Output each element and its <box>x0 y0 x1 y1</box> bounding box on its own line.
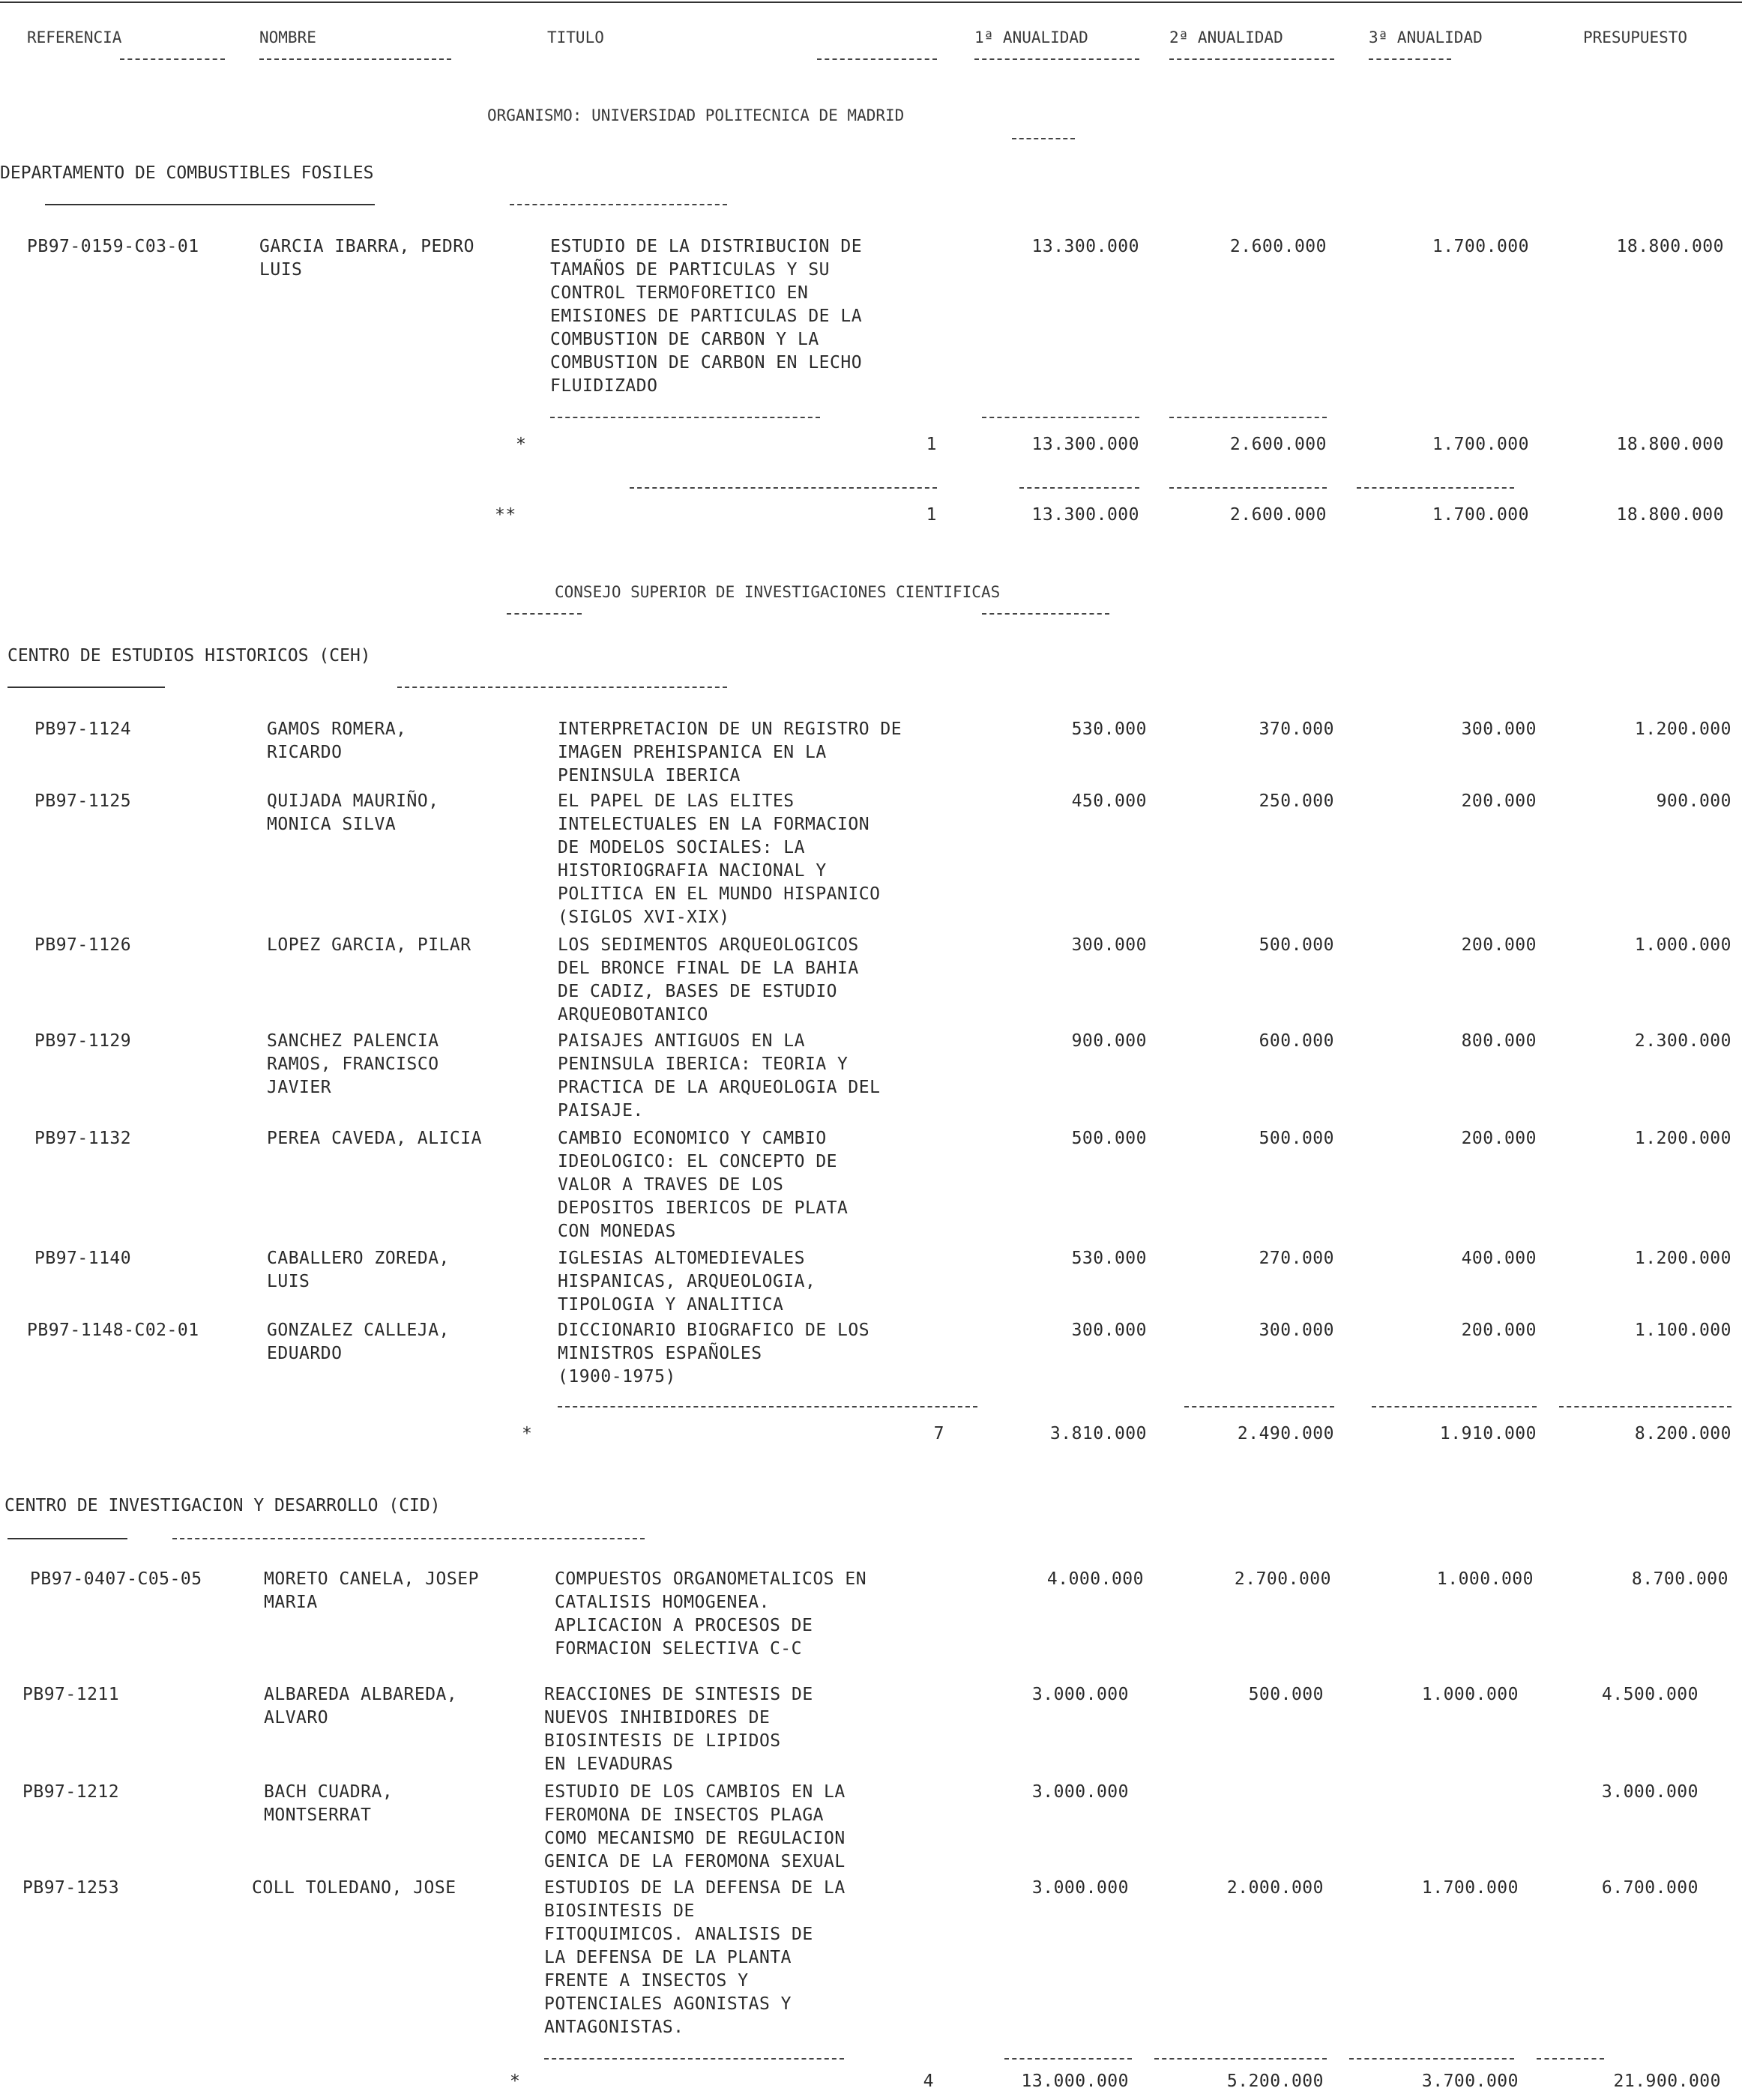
row-title-line: NUEVOS INHIBIDORES DE <box>544 1708 771 1728</box>
total-year1: 13.300.000 <box>1031 505 1139 525</box>
row-year1: 530.000 <box>1071 1249 1147 1268</box>
subtotal-year2: 2.600.000 <box>1229 435 1327 454</box>
subtotal-rule <box>558 1406 977 1407</box>
row-title-line: COMPUESTOS ORGANOMETALICOS EN <box>555 1569 867 1589</box>
subtotal-year2: 2.490.000 <box>1237 1424 1334 1443</box>
row-title-line: FITOQUIMICOS. ANALISIS DE <box>544 1925 813 1944</box>
row-name-line: JAVIER <box>267 1078 332 1097</box>
row-name-line: GAMOS ROMERA, <box>267 719 407 739</box>
row-year3: 200.000 <box>1461 791 1537 811</box>
row-budget: 18.800.000 <box>1616 237 1724 256</box>
header-underline <box>974 58 1139 60</box>
row-name-line: GARCIA IBARRA, PEDRO <box>259 237 474 256</box>
row-title-line: POLITICA EN EL MUNDO HISPANICO <box>558 884 881 904</box>
row-title-line: IMAGEN PREHISPANICA EN LA <box>558 743 827 762</box>
row-budget: 1.200.000 <box>1634 719 1732 739</box>
row-reference: PB97-1211 <box>22 1685 120 1704</box>
row-title-line: EL PAPEL DE LAS ELITES <box>558 791 795 811</box>
row-year3: 300.000 <box>1461 719 1537 739</box>
header-year3: 3ª ANUALIDAD <box>1369 28 1483 46</box>
subtotal-rule <box>1169 417 1327 418</box>
row-name-line: MARIA <box>264 1593 318 1612</box>
row-year3: 800.000 <box>1461 1031 1537 1051</box>
row-title-line: TAMAÑOS DE PARTICULAS Y SU <box>550 260 831 280</box>
row-year1: 900.000 <box>1071 1031 1147 1051</box>
section-title: CENTRO DE INVESTIGACION Y DESARROLLO (CID) <box>4 1496 441 1515</box>
row-reference: PB97-1126 <box>34 935 132 955</box>
row-budget: 2.300.000 <box>1634 1031 1732 1051</box>
row-title-line: BIOSINTESIS DE <box>544 1901 695 1921</box>
row-name-line: LUIS <box>259 260 303 280</box>
row-title-line: FORMACION SELECTIVA C-C <box>555 1639 802 1659</box>
row-budget: 1.200.000 <box>1634 1129 1732 1148</box>
row-name-line: LOPEZ GARCIA, PILAR <box>267 935 471 955</box>
total-budget: 18.800.000 <box>1616 505 1724 525</box>
row-title-line: DE CADIZ, BASES DE ESTUDIO <box>558 982 838 1001</box>
row-name-line: GONZALEZ CALLEJA, <box>267 1321 450 1340</box>
section-title: DEPARTAMENTO DE COMBUSTIBLES FOSILES <box>0 163 374 183</box>
row-title-line: PENINSULA IBERICA <box>558 766 741 785</box>
row-name-line: MORETO CANELA, JOSEP <box>264 1569 479 1589</box>
section-rule <box>397 687 727 688</box>
row-reference: PB97-0159-C03-01 <box>27 237 199 256</box>
row-budget: 1.200.000 <box>1634 1249 1732 1268</box>
row-budget: 4.500.000 <box>1601 1685 1699 1704</box>
row-title-line: CON MONEDAS <box>558 1222 676 1241</box>
subtotal-count: 4 <box>923 2072 934 2091</box>
row-year1: 300.000 <box>1071 1321 1147 1340</box>
row-budget: 1.100.000 <box>1634 1321 1732 1340</box>
subtotal-budget: 21.900.000 <box>1613 2072 1721 2091</box>
row-name-line: MONICA SILVA <box>267 815 397 834</box>
section-rule <box>510 204 727 205</box>
header-year2: 2ª ANUALIDAD <box>1169 28 1283 46</box>
row-title-line: FRENTE A INSECTOS Y <box>544 1971 749 1991</box>
row-year2: 2.600.000 <box>1229 237 1327 256</box>
row-year2: 370.000 <box>1259 719 1334 739</box>
row-budget: 8.700.000 <box>1631 1569 1729 1589</box>
section-rule <box>45 204 375 205</box>
row-year1: 3.000.000 <box>1031 1685 1129 1704</box>
row-name-line: BACH CUADRA, <box>264 1782 394 1802</box>
row-year1: 450.000 <box>1071 791 1147 811</box>
row-title-line: TIPOLOGIA Y ANALITICA <box>558 1295 784 1315</box>
row-title-line: DEPOSITOS IBERICOS DE PLATA <box>558 1198 849 1218</box>
row-year2: 500.000 <box>1259 935 1334 955</box>
row-title-line: ESTUDIO DE LOS CAMBIOS EN LA <box>544 1782 846 1802</box>
row-title-line: COMBUSTION DE CARBON Y LA <box>550 330 819 349</box>
row-reference: PB97-1125 <box>34 791 132 811</box>
row-reference: PB97-1132 <box>34 1129 132 1148</box>
section-rule <box>172 1538 645 1539</box>
subtotal-rule <box>1004 2058 1132 2060</box>
row-title-line: ESTUDIO DE LA DISTRIBUCION DE <box>550 237 863 256</box>
row-year3: 1.700.000 <box>1421 1878 1519 1898</box>
row-title-line: ESTUDIOS DE LA DEFENSA DE LA <box>544 1878 846 1898</box>
row-title-line: PRACTICA DE LA ARQUEOLOGIA DEL <box>558 1078 881 1097</box>
organism-underline <box>507 613 582 615</box>
subtotal-count: 1 <box>926 435 937 454</box>
row-title-line: HISTORIOGRAFIA NACIONAL Y <box>558 861 827 881</box>
row-name-line: MONTSERRAT <box>264 1805 372 1825</box>
row-title-line: (SIGLOS XVI-XIX) <box>558 908 730 927</box>
row-title-line: DEL BRONCE FINAL DE LA BAHIA <box>558 959 859 978</box>
row-year1: 300.000 <box>1071 935 1147 955</box>
row-name-line: LUIS <box>267 1272 310 1291</box>
subtotal-year1: 13.000.000 <box>1021 2072 1129 2091</box>
row-name-line: PEREA CAVEDA, ALICIA <box>267 1129 482 1148</box>
subtotal-rule <box>1184 1406 1334 1407</box>
top-rule <box>0 1 1742 3</box>
total-year2: 2.600.000 <box>1229 505 1327 525</box>
total-rule <box>630 487 937 489</box>
row-budget: 6.700.000 <box>1601 1878 1699 1898</box>
row-year2: 2.700.000 <box>1234 1569 1331 1589</box>
row-reference: PB97-1212 <box>22 1782 120 1802</box>
row-year3: 1.700.000 <box>1432 237 1529 256</box>
row-year3: 400.000 <box>1461 1249 1537 1268</box>
subtotal-mark: * <box>516 435 527 454</box>
subtotal-rule <box>1154 2058 1327 2060</box>
subtotal-rule <box>550 417 820 418</box>
row-title-line: PAISAJE. <box>558 1101 644 1120</box>
row-name-line: RICARDO <box>267 743 343 762</box>
row-name-line: COLL TOLEDANO, JOSE <box>252 1878 456 1898</box>
row-year3: 200.000 <box>1461 1321 1537 1340</box>
row-title-line: POTENCIALES AGONISTAS Y <box>544 1994 792 2014</box>
subtotal-year3: 1.910.000 <box>1439 1424 1537 1443</box>
row-name-line: RAMOS, FRANCISCO <box>267 1054 439 1074</box>
row-title-line: PAISAJES ANTIGUOS EN LA <box>558 1031 805 1051</box>
header-name: NOMBRE <box>259 28 316 46</box>
subtotal-year1: 3.810.000 <box>1049 1424 1147 1443</box>
header-underline <box>817 58 937 60</box>
header-underline <box>120 58 225 60</box>
subtotal-rule <box>1537 2058 1604 2060</box>
row-reference: PB97-1148-C02-01 <box>27 1321 199 1340</box>
header-underline <box>1169 58 1334 60</box>
header-budget: PRESUPUESTO <box>1583 28 1688 46</box>
row-title-line: REACCIONES DE SINTESIS DE <box>544 1685 813 1704</box>
subtotal-rule <box>982 417 1139 418</box>
row-name-line: CABALLERO ZOREDA, <box>267 1249 450 1268</box>
row-year1: 500.000 <box>1071 1129 1147 1148</box>
row-title-line: CATALISIS HOMOGENEA. <box>555 1593 770 1612</box>
row-name-line: ALBAREDA ALBAREDA, <box>264 1685 458 1704</box>
row-title-line: EMISIONES DE PARTICULAS DE LA <box>550 307 863 326</box>
row-title-line: FLUIDIZADO <box>550 376 658 396</box>
row-year2: 600.000 <box>1259 1031 1334 1051</box>
subtotal-mark: * <box>522 1424 533 1443</box>
subtotal-budget: 18.800.000 <box>1616 435 1724 454</box>
subtotal-rule <box>544 2058 844 2060</box>
total-year3: 1.700.000 <box>1432 505 1529 525</box>
row-budget: 1.000.000 <box>1634 935 1732 955</box>
row-name-line: SANCHEZ PALENCIA <box>267 1031 439 1051</box>
row-year1: 530.000 <box>1071 719 1147 739</box>
row-title-line: LA DEFENSA DE LA PLANTA <box>544 1948 792 1967</box>
row-year3: 200.000 <box>1461 935 1537 955</box>
row-year3: 1.000.000 <box>1436 1569 1534 1589</box>
row-budget: 3.000.000 <box>1601 1782 1699 1802</box>
row-year2: 300.000 <box>1259 1321 1334 1340</box>
row-title-line: IGLESIAS ALTOMEDIEVALES <box>558 1249 805 1268</box>
row-title-line: DE MODELOS SOCIALES: LA <box>558 838 805 857</box>
row-title-line: COMBUSTION DE CARBON EN LECHO <box>550 353 863 372</box>
header-title: TITULO <box>547 28 604 46</box>
header-year1: 1ª ANUALIDAD <box>974 28 1088 46</box>
row-year2: 250.000 <box>1259 791 1334 811</box>
total-mark: ** <box>495 505 516 525</box>
header-underline <box>259 58 451 60</box>
subtotal-rule <box>1372 1406 1537 1407</box>
organism-subtitle: ORGANISMO: UNIVERSIDAD POLITECNICA DE MADRID <box>487 106 905 124</box>
row-title-line: PENINSULA IBERICA: TEORIA Y <box>558 1054 849 1074</box>
row-title-line: INTERPRETACION DE UN REGISTRO DE <box>558 719 902 739</box>
row-year1: 4.000.000 <box>1046 1569 1144 1589</box>
row-title-line: CAMBIO ECONOMICO Y CAMBIO <box>558 1129 827 1148</box>
row-title-line: INTELECTUALES EN LA FORMACION <box>558 815 870 834</box>
total-count: 1 <box>926 505 937 525</box>
row-name-line: ALVARO <box>264 1708 329 1728</box>
row-title-line: HISPANICAS, ARQUEOLOGIA, <box>558 1272 816 1291</box>
row-year1: 13.300.000 <box>1031 237 1139 256</box>
subtotal-year3: 1.700.000 <box>1432 435 1529 454</box>
row-year2: 2.000.000 <box>1226 1878 1324 1898</box>
row-year2: 500.000 <box>1248 1685 1324 1704</box>
row-year1: 3.000.000 <box>1031 1878 1129 1898</box>
row-title-line: (1900-1975) <box>558 1367 676 1387</box>
row-year2: 270.000 <box>1259 1249 1334 1268</box>
row-title-line: GENICA DE LA FEROMONA SEXUAL <box>544 1852 846 1871</box>
header-underline <box>1369 58 1451 60</box>
organism-subtitle: CONSEJO SUPERIOR DE INVESTIGACIONES CIENTIFICAS <box>555 583 1001 601</box>
row-title-line: EN LEVADURAS <box>544 1754 674 1774</box>
subtotal-rule <box>1559 1406 1732 1407</box>
subtotal-year2: 5.200.000 <box>1226 2072 1324 2091</box>
row-reference: PB97-0407-C05-05 <box>30 1569 202 1589</box>
row-year2: 500.000 <box>1259 1129 1334 1148</box>
total-rule <box>1169 487 1327 489</box>
subtotal-year1: 13.300.000 <box>1031 435 1139 454</box>
row-title-line: ARQUEOBOTANICO <box>558 1005 708 1025</box>
subtotal-rule <box>1349 2058 1514 2060</box>
row-reference: PB97-1124 <box>34 719 132 739</box>
section-rule <box>7 687 165 688</box>
subtotal-count: 7 <box>933 1424 944 1443</box>
row-title-line: ANTAGONISTAS. <box>544 2018 684 2037</box>
row-title-line: LOS SEDIMENTOS ARQUEOLOGICOS <box>558 935 859 955</box>
row-title-line: BIOSINTESIS DE LIPIDOS <box>544 1731 781 1751</box>
total-rule <box>1357 487 1514 489</box>
row-name-line: EDUARDO <box>267 1344 343 1363</box>
organism-underline <box>982 613 1109 615</box>
header-reference: REFERENCIA <box>27 28 122 46</box>
subtotal-mark: * <box>510 2072 521 2091</box>
row-year3: 200.000 <box>1461 1129 1537 1148</box>
organism-underline <box>1012 138 1075 139</box>
row-title-line: MINISTROS ESPAÑOLES <box>558 1344 762 1363</box>
row-budget: 900.000 <box>1656 791 1732 811</box>
row-title-line: APLICACION A PROCESOS DE <box>555 1616 813 1635</box>
row-reference: PB97-1253 <box>22 1878 120 1898</box>
row-year1: 3.000.000 <box>1031 1782 1129 1802</box>
total-rule <box>1019 487 1139 489</box>
row-title-line: DICCIONARIO BIOGRAFICO DE LOS <box>558 1321 870 1340</box>
row-name-line: QUIJADA MAURIÑO, <box>267 791 439 811</box>
section-title: CENTRO DE ESTUDIOS HISTORICOS (CEH) <box>7 646 371 666</box>
row-title-line: CONTROL TERMOFORETICO EN <box>550 283 809 303</box>
row-title-line: COMO MECANISMO DE REGULACION <box>544 1829 846 1848</box>
subtotal-year3: 3.700.000 <box>1421 2072 1519 2091</box>
row-title-line: FEROMONA DE INSECTOS PLAGA <box>544 1805 825 1825</box>
subtotal-budget: 8.200.000 <box>1634 1424 1732 1443</box>
row-reference: PB97-1129 <box>34 1031 132 1051</box>
row-title-line: IDEOLOGICO: EL CONCEPTO DE <box>558 1152 838 1171</box>
row-title-line: VALOR A TRAVES DE LOS <box>558 1175 784 1195</box>
row-year3: 1.000.000 <box>1421 1685 1519 1704</box>
section-rule <box>7 1538 127 1539</box>
row-reference: PB97-1140 <box>34 1249 132 1268</box>
